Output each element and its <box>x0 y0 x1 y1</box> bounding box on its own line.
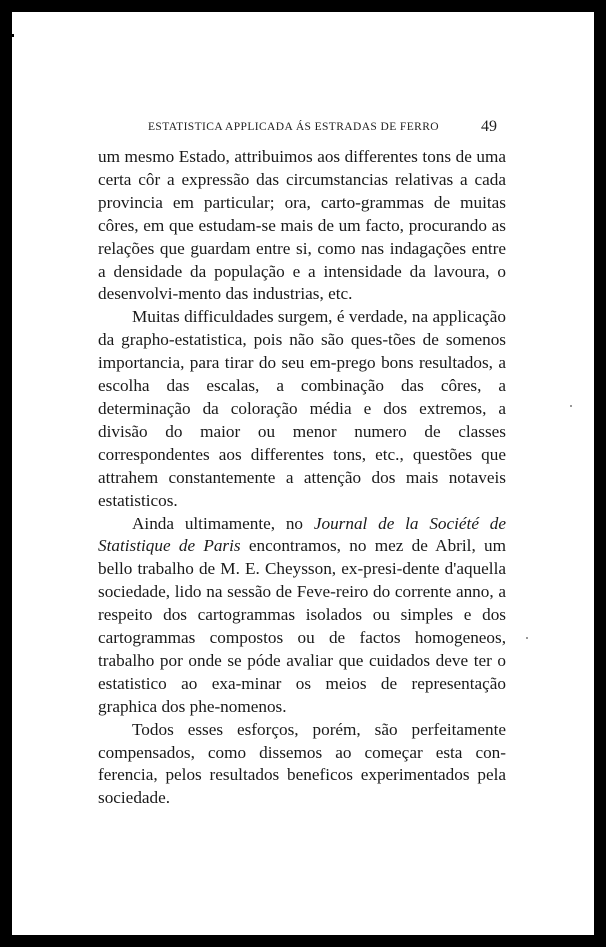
scan-corner-mark <box>4 15 14 37</box>
scan-speck <box>526 637 528 639</box>
body-text <box>98 146 506 810</box>
paragraph-2: Muitas difficuldades surgem, é verdade, na applicação da grapho-estatistica, pois não são ques-tões de somenos importancia, para tirar do seu em-prego bons resultados, a escolha das escalas, a combinação das côres, a determinação da coloração média e dos extremos, a divisão do maior ou menor numero de classes correspondentes aos differentes tons, etc., questões que attrahem constantemente a attenção dos mais notaveis estatisticos. <box>98 307 506 510</box>
paragraph-4: Todos esses esforços, porém, são perfeitamente compensados, como dissemos ao começar esta con-ferencia, pelos resultados beneficos experimentados pela sociedade. <box>98 719 506 808</box>
page-number: 49 <box>481 118 497 135</box>
journal-title-italic: Journal de la Société de Statistique de Paris <box>98 513 506 556</box>
scan-speck <box>570 405 572 407</box>
paragraph-3-text-after: encontramos, no mez de Abril, um bello trabalho de M. E. Cheysson, ex-presi-dente d'aquella sociedade, lido na sessão de Feve-reiro do corrente anno, a respeito dos cartogrammas isolados ou simples e dos cartogrammas compostos ou de factos homogeneos, trabalho por onde se póde avaliar que cuidados deve ter o estatistico ao exa-minar os meios de representação graphica dos phe-nomenos. <box>98 536 506 716</box>
paragraph-3-text-before: Ainda ultimamente, no <box>132 513 314 533</box>
paragraph-3 <box>98 513 506 719</box>
running-header <box>0 118 606 138</box>
running-title: ESTATISTICA APPLICADA ÁS ESTRADAS DE FERRO <box>148 121 439 133</box>
paragraph-1: um mesmo Estado, attribuimos aos differentes tons de uma certa côr a expressão das circumstancias relativas a cada provincia em particular; ora, carto-grammas de muitas côres, em que estudam-se mais de um facto, procurando as relações que guardam entre si, como nas indagações entre a densidade da população e a intensidade da lavoura, o desenvolvi-mento das industrias, etc. <box>98 147 506 304</box>
